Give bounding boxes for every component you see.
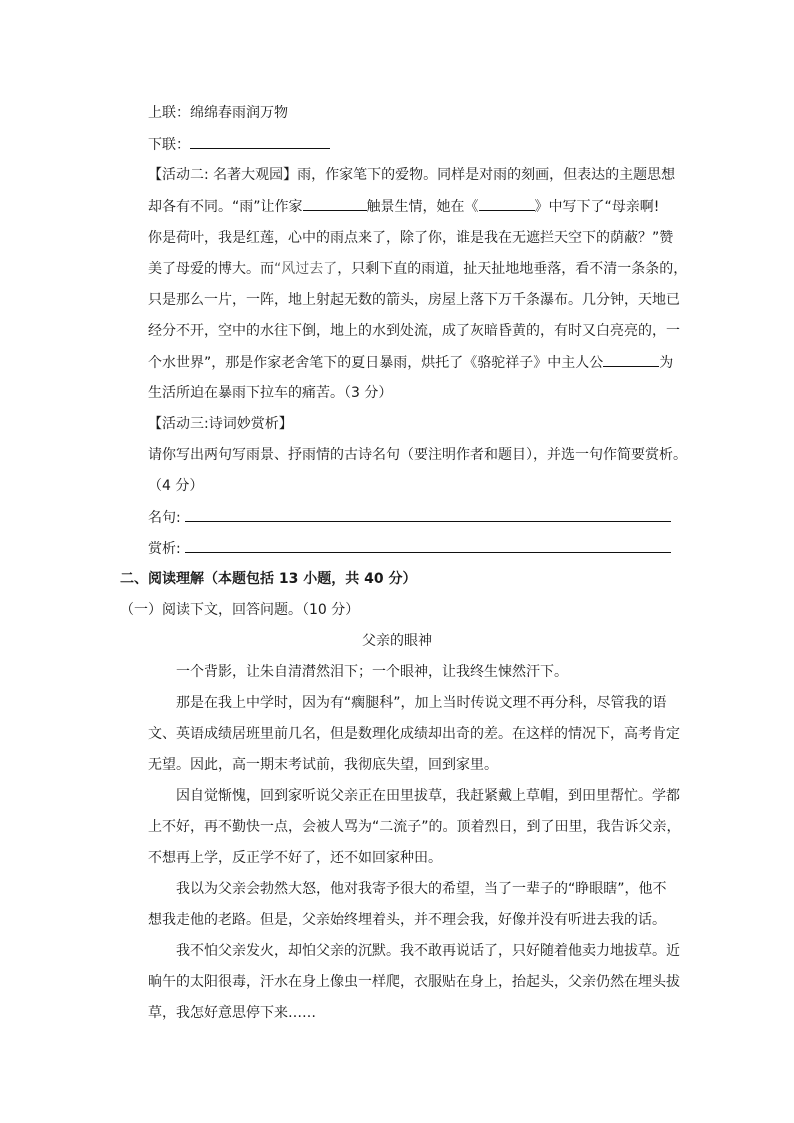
appreciate-blank[interactable] [185,538,671,553]
article-para1: 一个背影，让朱自清潸然泪下；一个眼神，让我终生悚然汗下。 [176,664,568,680]
activity2-text: 美了母爱的博大。而 [148,261,274,277]
activity2-line-1 [148,165,675,185]
activity3-instruction: 请你写出两句写雨景、抒雨情的古诗名句（要注明作者和题目），并选一句作简要赏析。 [148,447,687,463]
activity2-line-7 [148,352,673,373]
article-para2-line2: 文、英语成绩居班里前几名，但是数理化成绩却出奇的差。在这样的情况下，高考肯定 [148,726,680,742]
activity2-title: 【活动二: 名著大观园】 [148,167,298,183]
famous-line [148,507,671,528]
article-para4-line2: 想我走他的老路。但是，父亲始终埋着头，并不理会我，好像并没有听进去我的话。 [148,912,666,928]
article-para5-line2: 晌午的太阳很毒，汗水在身上像虫一样爬，衣服贴在身上，抬起头，父亲仍然在埋头拔 [148,974,680,990]
activity2-text: ，只剩下直的雨道，扯天扯地地垂落，看不清一条条的， [337,261,688,277]
activity2-text: 雨，作家笔下的爱物。同样是对雨的刻画，但表达的主题思想 [297,167,676,183]
section2-subheading: （一）阅读下文，回答问题。（10 分） [120,602,360,618]
article-para3-line3: 不想再上学，反正学不好了，还不如回家种田。 [148,850,442,866]
article-para3-line2: 上不好，再不勤快一点，会被人骂为“二流子”的。顶着烈日，到了田里，我告诉父亲， [148,819,681,835]
lower-couplet-blank[interactable] [190,134,330,149]
activity2-quote: “风过去了 [274,261,338,277]
article-para2-line3: 无望。因此，高一期末考试前，我彻底失望，回到家里。 [148,757,498,773]
activity2-line-5: 只是那么一片，一阵，地上射起无数的箭头，房屋上落下万千条瀑布。几分钟，天地已 [148,292,680,308]
author-blank[interactable] [303,196,367,211]
article-para5-line1: 我不怕父亲发火，却怕父亲的沉默。我不敢再说话了，只好随着他卖力地拔草。近 [176,943,680,959]
activity2-text: 个水世界”，那是作家老舍笔下的夏日暴雨，烘托了《骆驼祥子》中主人公 [148,355,604,371]
article-para3-line1: 因自觉惭愧，回到家听说父亲正在田里拔草，我赶紧戴上草帽，到田里帮忙。学都 [176,788,680,804]
article-title: 父亲的眼神 [362,633,432,649]
section2-heading: 二、阅读理解（本题包括 13 小题，共 40 分） [120,571,417,587]
activity2-line-3: 你是荷叶，我是红莲，心中的雨点来了，除了你，谁是我在无遮拦天空下的荫蔽？”赞 [148,230,674,246]
book-title-blank[interactable] [479,196,535,211]
article-para5-line3: 草，我怎好意思停下来…… [148,1005,316,1021]
upper-couplet: 上联：绵绵春雨润万物 [148,105,288,121]
activity2-text: 》中写下了“母亲啊! [534,199,660,215]
appreciate-line [148,538,671,559]
activity2-line-4 [148,259,687,279]
famous-blank[interactable] [185,507,671,522]
activity2-text: 触景生情，她在《 [366,199,479,215]
lower-couplet-line [148,134,330,155]
appreciate-label: 赏析: [148,541,181,557]
activity3-score: （4 分） [148,478,204,494]
famous-label: 名句: [148,510,181,526]
activity2-text: 为 [659,355,674,371]
activity2-line-8: 生活所迫在暴雨下拉车的痛苦。（3 分） [148,385,393,401]
lower-couplet-label: 下联： [148,137,190,153]
protagonist-blank[interactable] [603,352,659,367]
activity2-line-6: 经分不开，空中的水往下倒，地上的水到处流，成了灰暗昏黄的，有时又白亮亮的，一 [148,323,680,339]
article-para4-line1: 我以为父亲会勃然大怒，他对我寄予很大的希望，当了一辈子的“睁眼瞎”，他不 [176,881,667,897]
activity2-line-2 [148,196,659,217]
activity2-text: 却各有不同。“雨”让作家 [148,199,303,215]
article-para2-line1: 那是在我上中学时，因为有“瘸腿科”，加上当时传说文理不再分科，尽管我的语 [176,695,667,711]
activity3-title: 【活动三:诗词妙赏析】 [148,416,293,432]
